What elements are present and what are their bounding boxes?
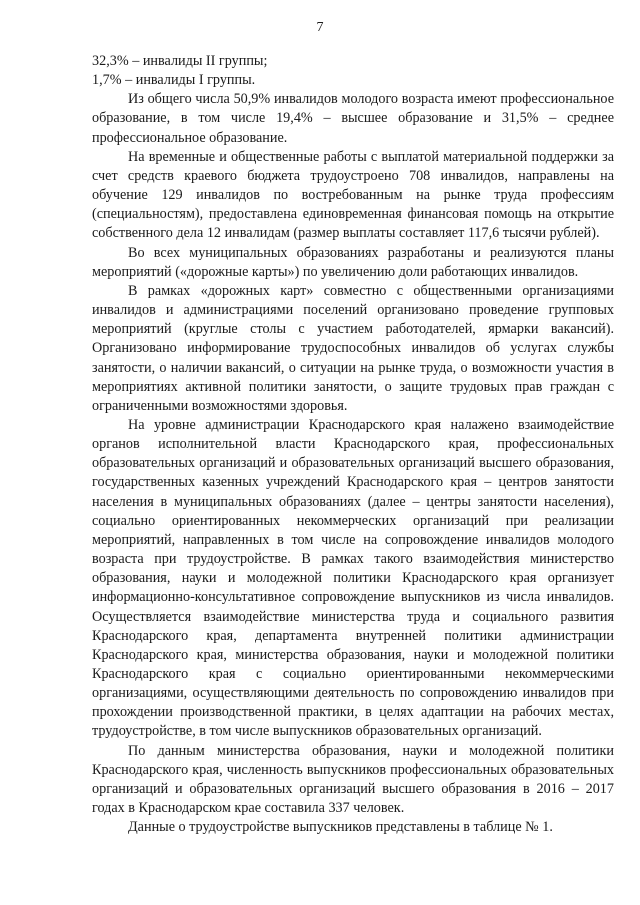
list-item: 32,3% – инвалиды II группы;	[92, 53, 268, 69]
list-item: 1,7% – инвалиды I группы.	[92, 72, 256, 89]
paragraph: В рамках «дорожных карт» совместно с общественными организациями инвалидов и администрациями поселений организовано проведение групповых мероприятий (круглые столы с участием работодателей, ярмарки вакансий). Организовано информирование трудоспособных инвалидов об услугах службы занятости, о наличии вакансий, о ситуации на рынке труда, о возможности участия в мероприятиях активной политики занятости, о защите трудовых прав граждан с ограниченными возможностями здоровья.	[92, 282, 614, 414]
paragraph: На уровне администрации Краснодарского края налажено взаимодействие органов исполнительной власти Краснодарского края, профессиональных образовательных организаций и образовательных организаций высшего образования, государственных казенных учреждений Краснодарского края – центров занятости населения в муниципальных образованиях (далее – центры занятости населения), социально ориентированных некоммерческих организаций при реализации мероприятий, направленных в том числе на сопровождение инвалидов молодого возраста при трудоустройстве. В рамках такого взаимодействия министерство образования, науки и молодежной политики Краснодарского края организует информационно-консультативное сопровождение выпускников из числа инвалидов. Осуществляется взаимодействие министерства труда и социального развития Краснодарского края, департамента внутренней политики администрации Краснодарского края, министерства образования, науки и молодежной политики Краснодарского края с социально ориентированными некоммерческими организациями, осуществляющими деятельность по сопровождению инвалидов при прохождении производственной практики, в целях адаптации на рабочих местах, трудоустройстве, в том числе выпускников образовательных организаций.	[92, 416, 614, 740]
paragraph: На временные и общественные работы с выплатой материальной поддержки за счет средств краевого бюджета трудоустроено 708 инвалидов, направлены на обучение 129 инвалидов по востребованным на рынке труда профессиям (специальностям), предоставлена единовременная финансовая помощь на открытие собственного дела 12 инвалидам (размер выплаты составляет 117,6 тысячи рублей).	[92, 148, 614, 242]
paragraph: Данные о трудоустройстве выпускников представлены в таблице № 1.	[128, 819, 553, 836]
paragraph: По данным министерства образования, науки и молодежной политики Краснодарского края, численность выпускников профессиональных образовательных организаций и образовательных организаций высшего образования в 2016 – 2017 годах в Краснодарском крае составила 337 человек.	[92, 742, 614, 817]
page-number: 7	[316, 20, 324, 35]
paragraph: Во всех муниципальных образованиях разработаны и реализуются планы мероприятий («дорожные карты») по увеличению доли работающих инвалидов.	[92, 244, 614, 280]
document-body	[92, 52, 614, 837]
paragraph: Из общего числа 50,9% инвалидов молодого возраста имеют профессиональное образование, в том числе 19,4% – высшее образование и 31,5% – среднее профессиональное образование.	[92, 91, 614, 146]
